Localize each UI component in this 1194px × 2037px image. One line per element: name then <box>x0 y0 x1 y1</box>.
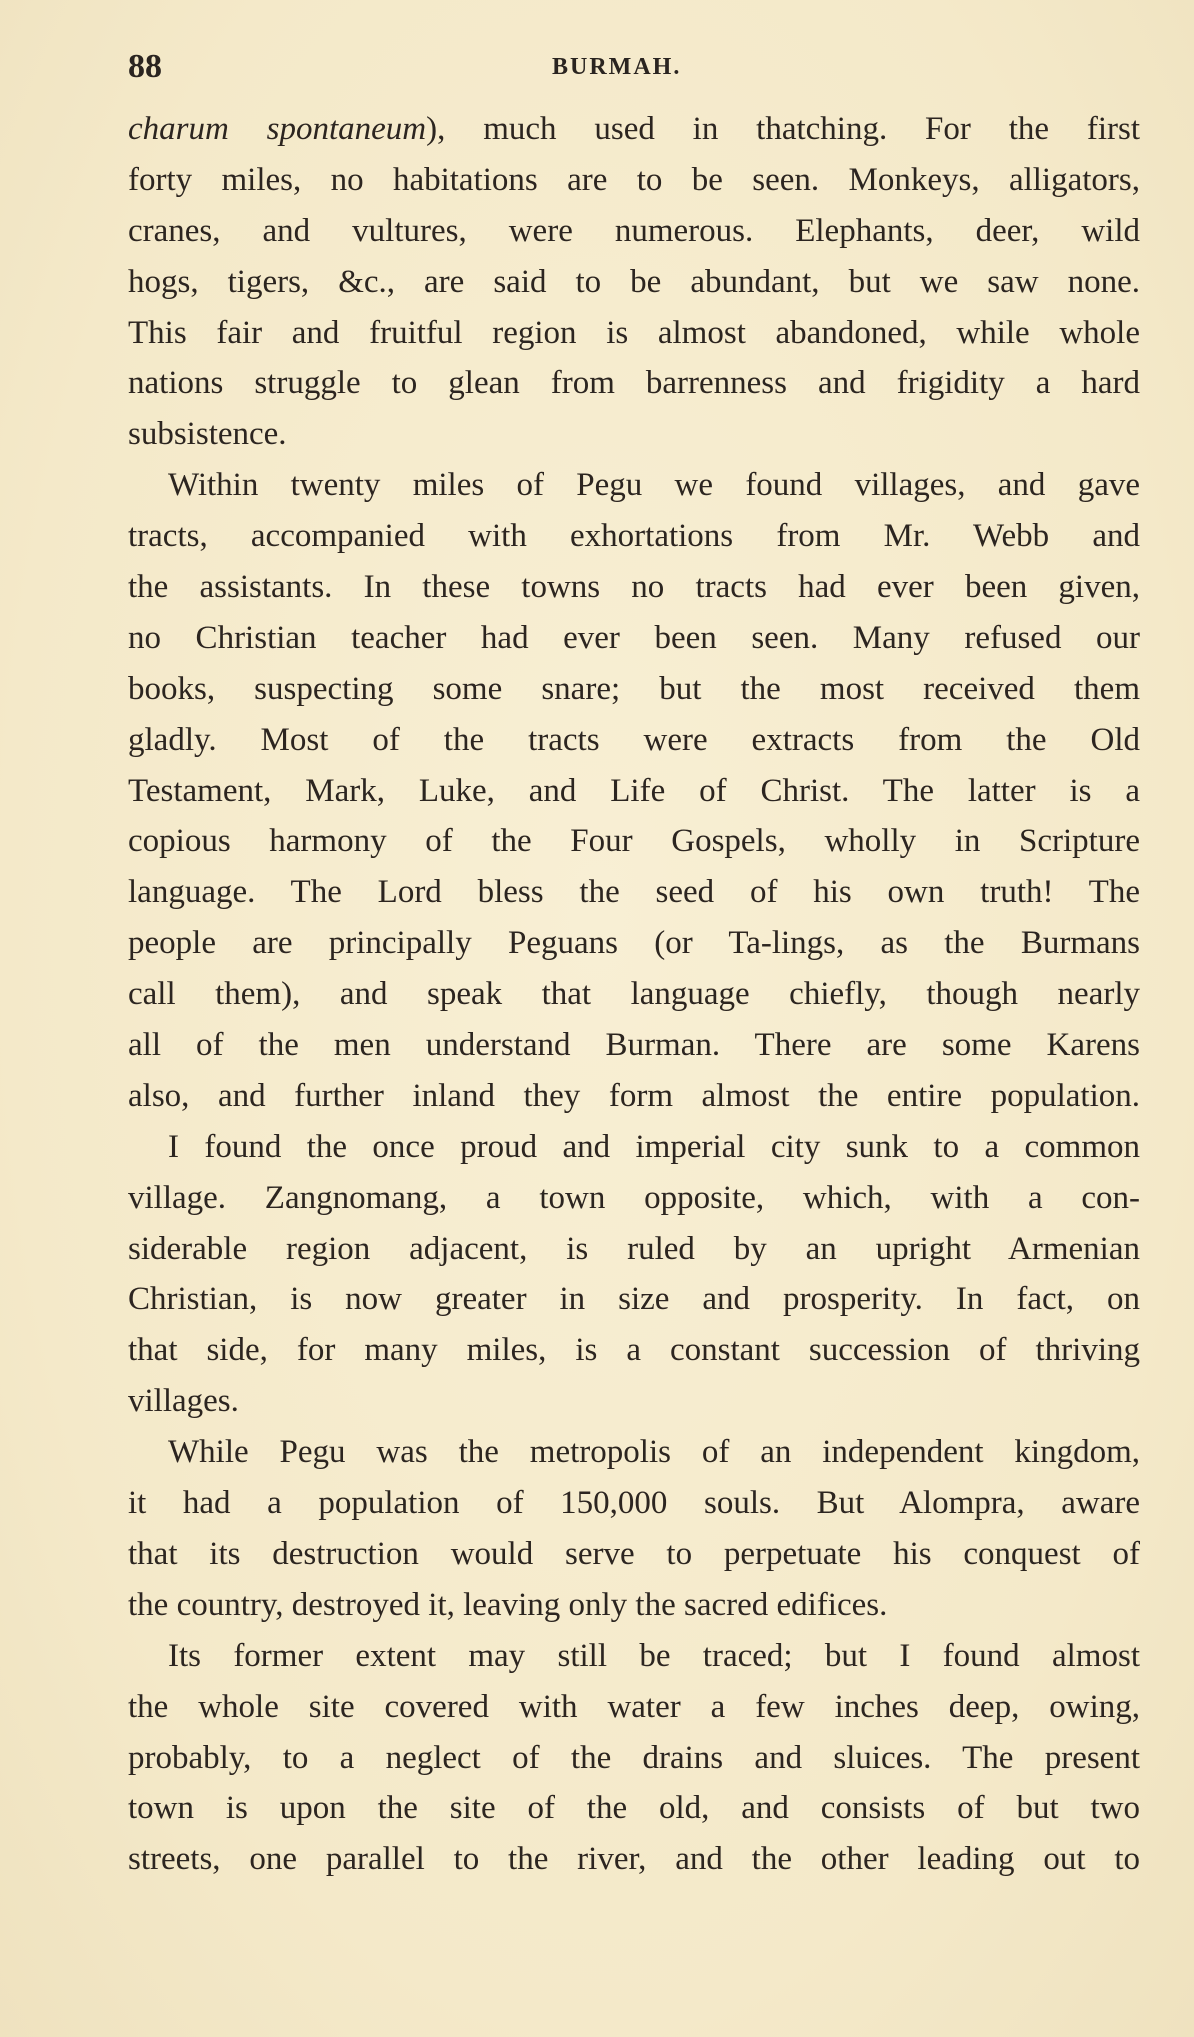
text-line: books, suspecting some snare; but the most received them <box>128 670 1140 707</box>
text-line: copious harmony of the Four Gospels, wholly in Scripture <box>128 823 1140 860</box>
text-line-rest: ), much used in thatching. For the first <box>426 111 1141 147</box>
text-line: the whole site covered with water a few inches deep, owing, <box>128 1688 1140 1725</box>
text-line: streets, one parallel to the river, and the other leading out to <box>128 1841 1140 1878</box>
text-line: people are principally Peguans (or Ta-lings, as the Burmans <box>128 925 1140 962</box>
text-line: villages. <box>128 1383 239 1420</box>
text-line: village. Zangnomang, a town opposite, which, with a con- <box>128 1179 1140 1216</box>
page-number: 88 <box>128 48 162 85</box>
text-line: that side, for many miles, is a constant succession of thriving <box>128 1332 1140 1369</box>
text-line: This fair and fruitful region is almost abandoned, while whole <box>128 314 1140 351</box>
text-line: language. The Lord bless the seed of his own truth! The <box>128 874 1140 911</box>
text-line <box>128 104 1140 155</box>
running-head: BURMAH. <box>552 54 682 80</box>
text-line: hogs, tigers, &c., are said to be abundant, but we saw none. <box>128 263 1140 300</box>
text-line: forty miles, no habitations are to be seen. Monkeys, alligators, <box>128 161 1140 198</box>
text-line: tracts, accompanied with exhortations from Mr. Webb and <box>128 518 1140 555</box>
text-line: the assistants. In these towns no tracts had ever been given, <box>128 569 1140 606</box>
text-line: nations struggle to glean from barrenness and frigidity a hard <box>128 365 1140 402</box>
text-line: Christian, is now greater in size and prosperity. In fact, on <box>128 1281 1140 1318</box>
text-line: the country, destroyed it, leaving only the sacred edifices. <box>128 1586 888 1623</box>
text-line: siderable region adjacent, is ruled by an upright Armenian <box>128 1230 1140 1267</box>
paragraph-start: I found the once proud and imperial city sunk to a common <box>168 1128 1140 1165</box>
text-line: call them), and speak that language chiefly, though nearly <box>128 976 1140 1013</box>
text-line: gladly. Most of the tracts were extracts from the Old <box>128 721 1140 758</box>
text-line: subsistence. <box>128 416 287 453</box>
page-header <box>128 48 1140 88</box>
body-text <box>128 104 1140 1885</box>
text-line: Testament, Mark, Luke, and Life of Christ. The latter is a <box>128 772 1140 809</box>
text-line: town is upon the site of the old, and consists of but two <box>128 1790 1140 1827</box>
paragraph-start: Its former extent may still be traced; but I found almost <box>168 1637 1140 1674</box>
paragraph-start: Within twenty miles of Pegu we found villages, and gave <box>168 467 1140 504</box>
text-line: probably, to a neglect of the drains and sluices. The present <box>128 1739 1140 1776</box>
text-line: all of the men understand Burman. There are some Karens <box>128 1027 1140 1064</box>
italic-phrase: charum spontaneum <box>128 111 427 147</box>
paragraph-start: While Pegu was the metropolis of an independent kingdom, <box>168 1434 1140 1471</box>
text-line: also, and further inland they form almost the entire population. <box>128 1077 1140 1114</box>
text-line: that its destruction would serve to perpetuate his conquest of <box>128 1535 1140 1572</box>
text-line: cranes, and vultures, were numerous. Elephants, deer, wild <box>128 212 1140 249</box>
text-line: no Christian teacher had ever been seen. Many refused our <box>128 619 1140 656</box>
text-line: it had a population of 150,000 souls. But Alompra, aware <box>128 1485 1140 1522</box>
